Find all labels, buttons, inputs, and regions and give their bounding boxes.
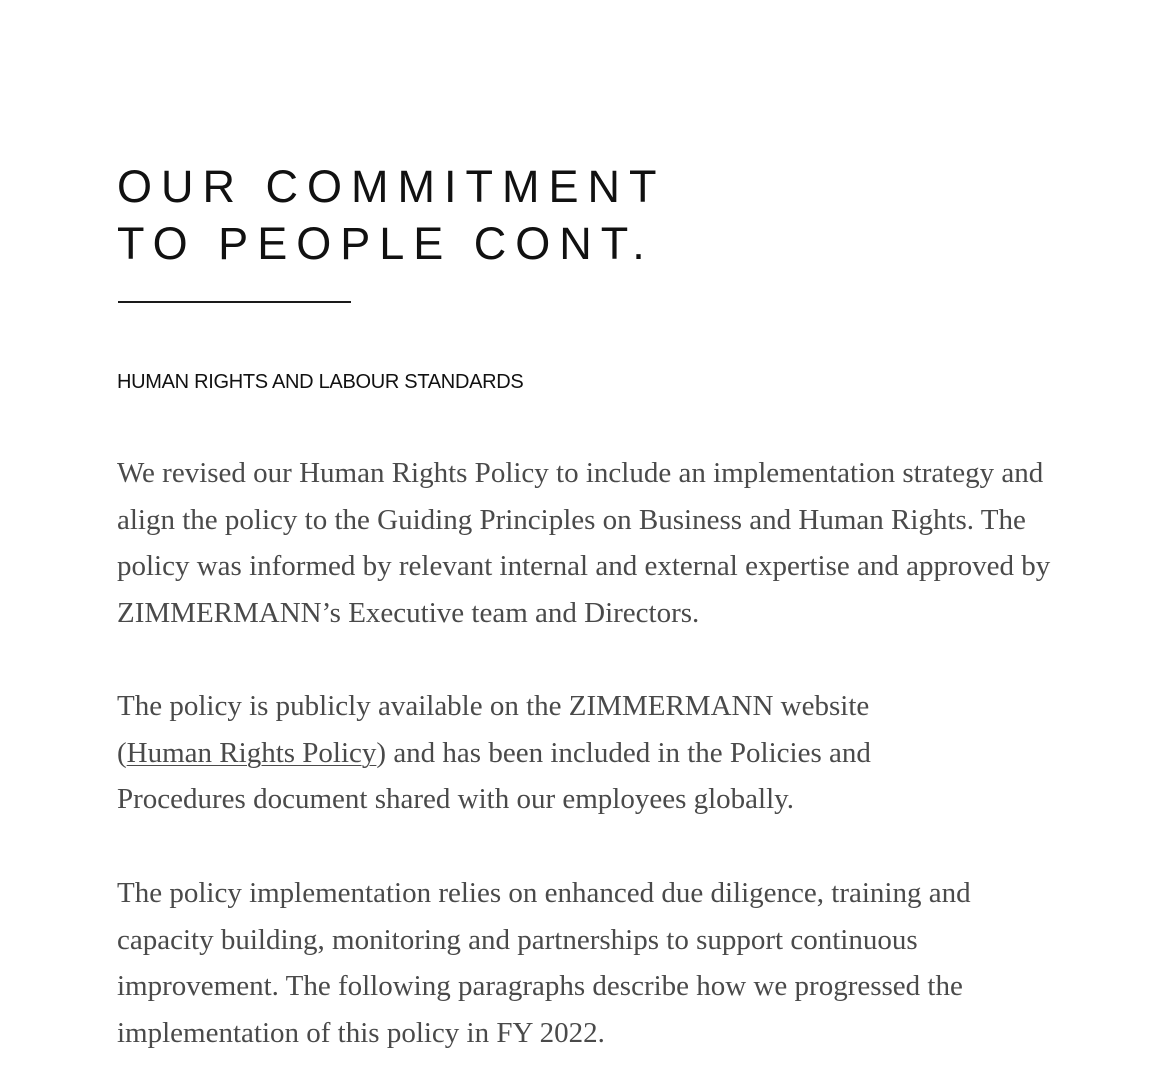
paragraph-policy-availability — [117, 683, 1077, 823]
paragraph-policy-revision — [117, 450, 1077, 637]
paragraph-line: capacity building, monitoring and partnerships to support continuous — [117, 923, 918, 956]
paragraph-line — [117, 730, 1077, 777]
paragraph-line: Procedures document shared with our employees globally. — [117, 783, 795, 816]
title-divider — [118, 301, 351, 303]
paragraph-line: policy was informed by relevant internal and external expertise and approved by — [117, 550, 1051, 583]
open-paren: ( — [117, 736, 127, 769]
paragraph-line: ZIMMERMANN’s Executive team and Directors. — [117, 597, 700, 630]
paragraph-line-rest: ) and has been included in the Policies and — [376, 736, 871, 769]
page-title-line-1: OUR COMMITMENT — [117, 161, 666, 212]
section-heading: HUMAN RIGHTS AND LABOUR STANDARDS — [117, 371, 524, 393]
page-title — [117, 158, 665, 272]
paragraph-line: align the policy to the Guiding Principles on Business and Human Rights. The — [117, 503, 1026, 536]
page-title-line-2: TO PEOPLE CONT. — [117, 218, 654, 269]
human-rights-policy-link[interactable]: Human Rights Policy — [126, 736, 377, 769]
paragraph-policy-implementation — [117, 870, 1077, 1057]
paragraph-line: The policy is publicly available on the ZIMMERMANN website — [117, 690, 870, 722]
paragraph-line: We revised our Human Rights Policy to include an implementation strategy and — [117, 457, 1044, 489]
paragraph-line: The policy implementation relies on enhanced due diligence, training and — [117, 877, 971, 909]
paragraph-line: improvement. The following paragraphs describe how we progressed the — [117, 970, 963, 1003]
paragraph-line: implementation of this policy in FY 2022. — [117, 1017, 605, 1050]
